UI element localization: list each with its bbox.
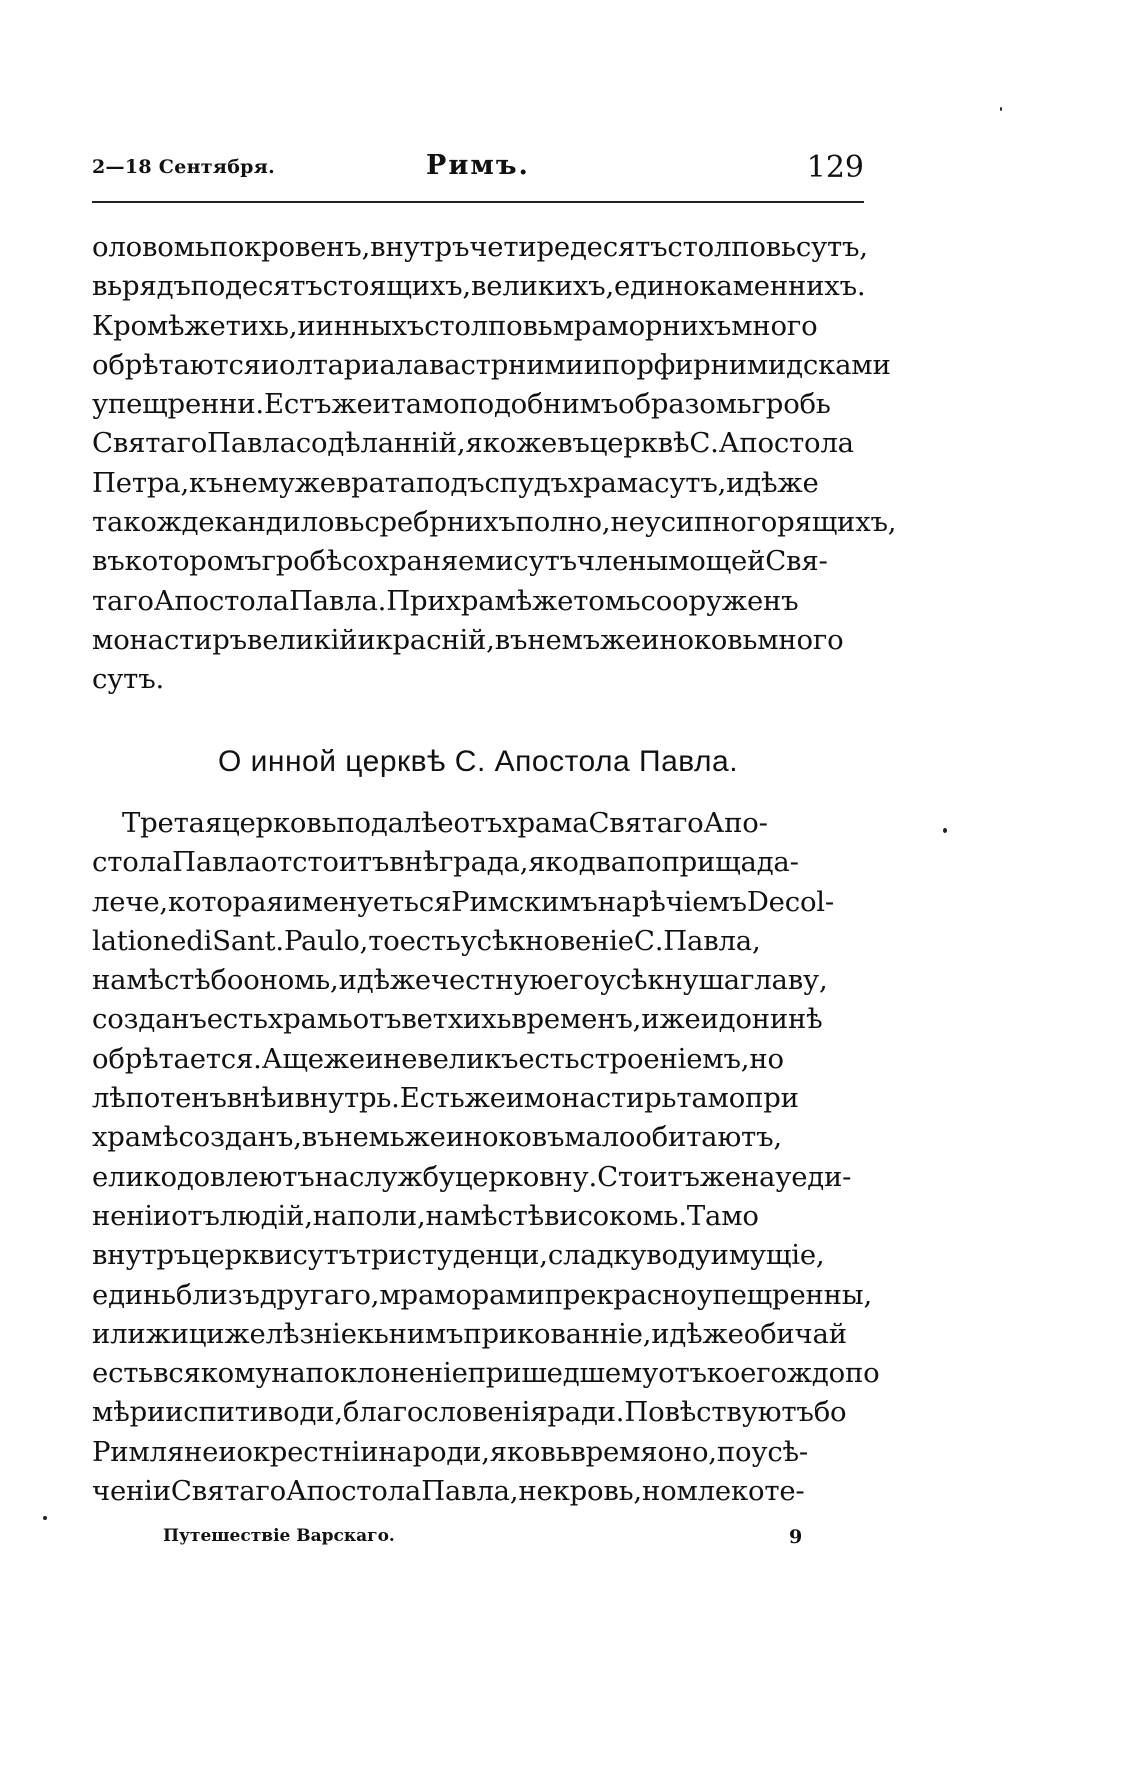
word: Paulo, [283, 924, 369, 957]
word: При [386, 584, 446, 617]
word: нарѣчiемъ [597, 885, 747, 918]
word: Третая [122, 807, 222, 839]
word: дсками [786, 348, 891, 381]
word: Тамо [686, 1199, 759, 1232]
word: отстоитъ [260, 846, 390, 879]
word: неусипно [610, 506, 747, 539]
word: десятъ [225, 270, 323, 303]
word: и [276, 1082, 295, 1115]
word: церковну. [454, 1160, 598, 1193]
word: по [844, 1357, 880, 1390]
word: на [740, 1160, 776, 1193]
text-line [92, 1000, 864, 1039]
header-rule [92, 201, 864, 203]
word: есть [399, 924, 461, 957]
word: вьрядъ [92, 270, 191, 303]
word: и [218, 1435, 237, 1468]
word: води, [267, 1396, 343, 1429]
word: и [297, 309, 316, 342]
word: въ [301, 1121, 335, 1154]
word: обичай [743, 1317, 847, 1350]
word: такожде [92, 506, 215, 539]
word: единь [92, 1278, 176, 1311]
word: народи, [378, 1435, 490, 1468]
word: ненiи [92, 1199, 172, 1232]
paragraph-2 [92, 804, 880, 1511]
word: великихъ, [470, 270, 615, 303]
text-line [92, 804, 864, 843]
word: сутъ [292, 1239, 356, 1272]
word: которомъ [124, 545, 262, 578]
word: мѣри [92, 1396, 166, 1429]
word: Апостола [285, 1475, 422, 1508]
word: подобнимъ [459, 388, 619, 421]
text-line [92, 464, 864, 503]
word: Стоитъ [597, 1160, 700, 1193]
word: время [570, 1435, 658, 1468]
word: кь [356, 1317, 389, 1350]
word: церкви [191, 1239, 293, 1272]
text-line [92, 1276, 873, 1315]
word: Павла, [663, 924, 761, 957]
word: на [314, 1160, 349, 1193]
word: много [731, 309, 818, 342]
word: внутръ [92, 1239, 192, 1272]
word: есть [518, 1042, 580, 1075]
word: есть [206, 1003, 268, 1036]
word: Римскимъ [451, 885, 598, 918]
word: идѣже [651, 1317, 744, 1350]
word: те- [764, 1475, 805, 1508]
word: немъ [527, 623, 601, 656]
word: немь [334, 1121, 405, 1154]
word: же [404, 1121, 446, 1154]
text-line [92, 346, 891, 385]
word: же [464, 1082, 506, 1115]
text-line [92, 1354, 880, 1393]
word: его [553, 964, 600, 997]
word: ради. [547, 1396, 625, 1429]
word: покровенъ, [209, 231, 371, 263]
word: же [600, 623, 642, 656]
word: високомь. [544, 1199, 687, 1232]
word: елико [92, 1160, 177, 1193]
word: окрестнiи [236, 1435, 379, 1468]
text-line [92, 385, 864, 424]
word: сооруженъ [640, 584, 799, 617]
text-line [92, 1472, 864, 1511]
word: нему [223, 466, 295, 499]
word: да- [756, 846, 799, 879]
word: мѣстѣ [126, 964, 211, 997]
word: и [364, 1042, 384, 1075]
word: усѣкновенiе [460, 924, 634, 957]
text-line [92, 424, 864, 463]
word: порфирними [601, 348, 787, 381]
word: Есть [399, 1082, 465, 1115]
word: же [323, 1042, 365, 1075]
word: много [757, 623, 844, 656]
word: идѣже [726, 466, 819, 499]
word: Святаго [92, 427, 208, 460]
word: внутръ [370, 231, 470, 263]
word: врата [335, 466, 416, 499]
word: оловомь [92, 231, 210, 263]
word: Апостола [153, 584, 289, 617]
word: прикованнiе, [463, 1317, 652, 1350]
word: службу [348, 1160, 455, 1193]
word: церковь [221, 807, 337, 839]
word: спудъ [484, 466, 568, 499]
word: же [532, 584, 574, 617]
word: мощей [668, 545, 766, 578]
word: члены [576, 545, 669, 578]
text-line [92, 228, 868, 267]
word: храмь [267, 1003, 353, 1036]
word: поли, [347, 1199, 426, 1232]
text-line [92, 1040, 864, 1079]
word: иже [641, 1003, 701, 1036]
word: единокаменнихъ. [614, 270, 866, 303]
word: не [518, 1475, 553, 1508]
word: на [92, 964, 127, 997]
word: невеликъ [383, 1042, 519, 1075]
text-line [92, 843, 864, 882]
word: града, [438, 846, 529, 879]
ink-speck [943, 828, 947, 833]
word: усѣ- [751, 1435, 809, 1468]
word: въ [557, 427, 590, 460]
word: временъ, [511, 1003, 642, 1036]
word: же [184, 309, 226, 342]
word: довлеютъ [176, 1160, 315, 1193]
word: мраморами [379, 1278, 545, 1311]
word: благословенiя [342, 1396, 548, 1429]
text-line [92, 1079, 864, 1118]
word: яко [528, 846, 579, 879]
word: на [271, 1357, 306, 1390]
word: храмѣ [92, 1121, 179, 1154]
word: столповь [424, 309, 553, 342]
word: Апо- [703, 807, 768, 839]
word: воду [646, 1239, 711, 1272]
text-line [92, 307, 864, 346]
text-line [92, 1433, 864, 1472]
word: испити [165, 1396, 268, 1429]
word: поприща [626, 846, 757, 879]
text-line [92, 961, 864, 1000]
word: созданъ [92, 1003, 207, 1036]
word: Римляне [92, 1435, 219, 1468]
word: обитаютъ, [635, 1121, 782, 1154]
word: сутъ, [654, 466, 727, 499]
word: другаго, [259, 1278, 380, 1311]
word: честную [431, 964, 554, 997]
word: Кромѣ [92, 309, 185, 342]
ink-speck [43, 1516, 47, 1520]
text-line [92, 267, 864, 306]
word: главу, [740, 964, 828, 997]
word: подалѣе [336, 807, 454, 839]
word: по [716, 1435, 752, 1468]
word: великiй [246, 623, 358, 656]
word: столповь [667, 231, 796, 263]
word: отъ [453, 807, 503, 839]
word: къ [189, 466, 224, 499]
text-line [92, 582, 864, 621]
footer-book-title: Путешествiе Варскаго. [163, 1526, 395, 1546]
word: вь [540, 1435, 571, 1468]
word: же [294, 466, 336, 499]
word: олтари [278, 348, 380, 381]
word: пришедшему [467, 1357, 659, 1390]
word: якоже [465, 427, 558, 460]
word: млеко [676, 1475, 765, 1508]
word: стоящихъ, [322, 270, 471, 303]
word: мѣстѣ [459, 1199, 545, 1232]
text-line [92, 922, 864, 961]
word: обрѣтается. [92, 1042, 262, 1075]
word: именуеться [283, 885, 452, 918]
word: лижици [110, 1317, 225, 1350]
text-line [92, 1236, 864, 1275]
word: оно, [657, 1435, 717, 1468]
word: бо [813, 1396, 847, 1429]
word: содѣланнiй, [295, 427, 466, 460]
word: донинѣ [718, 1003, 823, 1036]
word: тихь, [225, 309, 298, 342]
word: Аще [261, 1042, 324, 1075]
text-line [92, 621, 864, 660]
word: внѣ [226, 1082, 277, 1115]
word: и [357, 623, 376, 656]
word: прекрасно [544, 1278, 697, 1311]
word: Естъ [263, 388, 332, 421]
word: инныхъ [315, 309, 425, 342]
word: на [425, 1199, 460, 1232]
word: студенци, [406, 1239, 548, 1272]
word: близъ [175, 1278, 260, 1311]
header-title: Римъ. [426, 150, 530, 181]
word: сребрнихъ [364, 506, 516, 539]
word: усѣкнуша [599, 964, 741, 997]
section-heading: О инной церквѣ С. Апостола Павла. [217, 745, 739, 778]
word: при [745, 1082, 799, 1115]
word: отъ [352, 1003, 402, 1036]
word: стола [92, 846, 173, 879]
word: latione [92, 924, 187, 957]
running-header [92, 150, 864, 190]
word: сутъ [513, 545, 577, 578]
word: коегождо [706, 1357, 845, 1390]
word: иноковъ [445, 1121, 565, 1154]
word: лече, [92, 885, 168, 918]
word: имущiе, [710, 1239, 825, 1272]
word: сладку [547, 1239, 647, 1272]
word: Павла, [421, 1475, 519, 1508]
word: Decol- [746, 885, 834, 918]
word: Повѣствуютъ [624, 1396, 814, 1429]
word: тамо [390, 388, 460, 421]
text-line [92, 1118, 864, 1157]
word: таго [92, 584, 154, 617]
word: строенiемъ, [579, 1042, 750, 1075]
word: въ [494, 623, 528, 656]
text-line [92, 1158, 864, 1197]
word: С. [689, 427, 719, 460]
word: храма [567, 466, 655, 499]
text-line [92, 1197, 864, 1236]
word: полно, [515, 506, 611, 539]
word: монастиръ [92, 623, 247, 656]
word: мраморнихъ [552, 309, 732, 342]
word: краснiй, [375, 623, 495, 656]
word: же [699, 1160, 741, 1193]
word: три [355, 1239, 407, 1272]
word: ономь, [243, 964, 339, 997]
word: бо [210, 964, 244, 997]
text-line [92, 542, 864, 581]
word: и [583, 348, 602, 381]
word: обрѣтаются [92, 348, 261, 381]
word: кровь, [552, 1475, 642, 1508]
word: поклоненiе [305, 1357, 468, 1390]
word: внѣ [389, 846, 439, 879]
word: Павла [172, 846, 261, 879]
word: Свя- [765, 545, 828, 578]
word: то [368, 924, 400, 957]
word: отъ [658, 1357, 707, 1390]
word: и [92, 1317, 111, 1350]
word: горящихъ, [746, 506, 897, 539]
word: же [331, 388, 373, 421]
word: въ [92, 545, 125, 578]
word: Петра, [92, 466, 190, 499]
word: нимъ [388, 1317, 464, 1350]
word: уеди- [775, 1160, 852, 1193]
word: яко [489, 1435, 541, 1468]
word: иноковь [641, 623, 758, 656]
word: ветхихь [401, 1003, 512, 1036]
word: Святаго [588, 807, 704, 839]
word: храма [502, 807, 589, 839]
word: храмѣ [445, 584, 533, 617]
paragraph-1 [92, 228, 897, 700]
word: С. [633, 924, 664, 957]
word: но [749, 1042, 784, 1075]
word: и [505, 1082, 524, 1115]
header-date: 2—18 Сентября. [92, 156, 276, 178]
word: томь [573, 584, 641, 617]
text-line [92, 1393, 864, 1432]
word: di [186, 924, 213, 957]
word: и [700, 1003, 719, 1036]
word: желѣзнiе [224, 1317, 357, 1350]
word: алавастрними [379, 348, 584, 381]
word: четиредесятъ [469, 231, 668, 263]
word: упещренни. [92, 388, 264, 421]
word: сутъ, [795, 231, 868, 263]
word: созданъ, [178, 1121, 302, 1154]
word: Павла. [288, 584, 387, 617]
text-line [92, 503, 897, 542]
page-footer [163, 1526, 813, 1556]
word: на [312, 1199, 348, 1232]
word: гробь [751, 388, 831, 421]
word: Павла [207, 427, 296, 460]
word: есть [92, 1357, 154, 1390]
word: гробѣ [261, 545, 343, 578]
word: образомь [618, 388, 752, 421]
word: и [372, 388, 391, 421]
ink-speck [1000, 107, 1002, 111]
word: лѣпотенъ [92, 1082, 227, 1115]
word: монастирь [523, 1082, 677, 1115]
word: подъ [415, 466, 485, 499]
word: тамо [676, 1082, 746, 1115]
word: Апостола [718, 427, 854, 460]
word: по [190, 270, 226, 303]
word: всякому [153, 1357, 272, 1390]
text-line [92, 1315, 864, 1354]
word: упещренны, [696, 1278, 873, 1311]
word: два [578, 846, 627, 879]
word: Sant. [212, 924, 284, 957]
word: которая [167, 885, 284, 918]
word: внутрь. [294, 1082, 400, 1115]
word: идѣже [338, 964, 432, 997]
signature-mark: 9 [789, 1526, 803, 1548]
word: кандиловь [214, 506, 365, 539]
word: ченiи [92, 1475, 171, 1508]
text-line: сутъ. [92, 663, 165, 696]
word: отъ [171, 1199, 220, 1232]
word: церквѣ [589, 427, 690, 460]
word: мало [564, 1121, 636, 1154]
word: и [260, 348, 279, 381]
text-line [92, 883, 864, 922]
word: людiй, [219, 1199, 313, 1232]
word: Святаго [170, 1475, 286, 1508]
word: но [641, 1475, 677, 1508]
word: сохраняеми [342, 545, 514, 578]
page-number: 129 [806, 150, 864, 185]
